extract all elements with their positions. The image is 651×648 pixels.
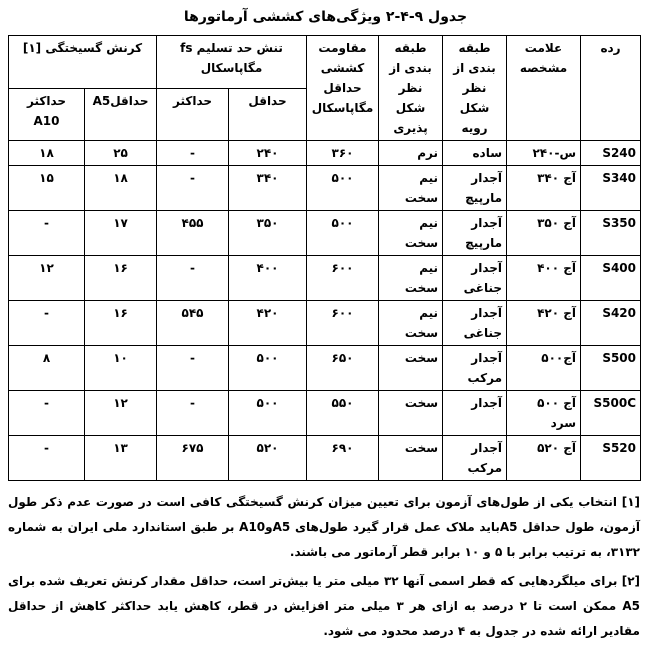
header-ductility: طبقه بندی از نظر شکل پذیری bbox=[379, 36, 443, 141]
header-yield-min: حداقل bbox=[229, 88, 307, 141]
cell-yield-max: - bbox=[157, 166, 229, 211]
cell-tensile: ۶۹۰ bbox=[307, 436, 379, 481]
cell-mark: آج ۵۰۰ سرد bbox=[507, 391, 581, 436]
header-yield: تنش حد تسلیم fs مگاپاسکال bbox=[157, 36, 307, 89]
cell-a10: ۸ bbox=[9, 346, 85, 391]
header-row-1 bbox=[9, 36, 641, 89]
cell-surface: آجدار مارپیچ bbox=[443, 166, 507, 211]
cell-yield-max: ۵۴۵ bbox=[157, 301, 229, 346]
table-row bbox=[9, 141, 641, 166]
cell-a10: ۱۸ bbox=[9, 141, 85, 166]
cell-a10: - bbox=[9, 211, 85, 256]
cell-a5: ۱۰ bbox=[85, 346, 157, 391]
cell-yield-max: ۶۷۵ bbox=[157, 436, 229, 481]
cell-tensile: ۵۰۰ bbox=[307, 211, 379, 256]
cell-tensile: ۶۵۰ bbox=[307, 346, 379, 391]
cell-mark: آج ۳۴۰ bbox=[507, 166, 581, 211]
cell-surface: آجدار مرکب bbox=[443, 436, 507, 481]
cell-a5: ۱۶ bbox=[85, 301, 157, 346]
cell-mark: آج ۴۲۰ bbox=[507, 301, 581, 346]
cell-a5: ۱۷ bbox=[85, 211, 157, 256]
footnotes bbox=[8, 490, 640, 648]
cell-grade: S520 bbox=[581, 436, 641, 481]
cell-mark: آج۵۰۰ bbox=[507, 346, 581, 391]
cell-ductility: سخت bbox=[379, 346, 443, 391]
header-tensile: مقاومت کششی حداقل مگاپاسکال bbox=[307, 36, 379, 141]
cell-grade: S500 bbox=[581, 346, 641, 391]
cell-yield-max: - bbox=[157, 391, 229, 436]
cell-ductility: نیم سخت bbox=[379, 211, 443, 256]
cell-ductility: نیم سخت bbox=[379, 301, 443, 346]
cell-yield-min: ۴۰۰ bbox=[229, 256, 307, 301]
cell-a10: ۱۵ bbox=[9, 166, 85, 211]
cell-yield-min: ۵۰۰ bbox=[229, 346, 307, 391]
cell-tensile: ۶۰۰ bbox=[307, 301, 379, 346]
cell-yield-min: ۵۲۰ bbox=[229, 436, 307, 481]
table-row bbox=[9, 166, 641, 211]
header-a5: حداقلA5 bbox=[85, 88, 157, 141]
cell-ductility: نرم bbox=[379, 141, 443, 166]
cell-yield-min: ۵۰۰ bbox=[229, 391, 307, 436]
cell-mark: آج ۵۲۰ bbox=[507, 436, 581, 481]
cell-a5: ۱۲ bbox=[85, 391, 157, 436]
cell-surface: آجدار مرکب bbox=[443, 346, 507, 391]
cell-yield-min: ۳۴۰ bbox=[229, 166, 307, 211]
cell-tensile: ۵۰۰ bbox=[307, 166, 379, 211]
header-row: رده bbox=[581, 36, 641, 141]
table-row bbox=[9, 211, 641, 256]
rebar-tensile-table bbox=[8, 35, 641, 481]
cell-mark: آج ۴۰۰ bbox=[507, 256, 581, 301]
cell-grade: S500C bbox=[581, 391, 641, 436]
table-title: جدول ۹-۴-۲ ویژگی‌های کششی آرماتورها bbox=[183, 9, 468, 25]
cell-yield-min: ۲۴۰ bbox=[229, 141, 307, 166]
cell-ductility: سخت bbox=[379, 436, 443, 481]
cell-ductility: نیم سخت bbox=[379, 166, 443, 211]
cell-mark: س-۲۴۰ bbox=[507, 141, 581, 166]
table-row bbox=[9, 391, 641, 436]
cell-surface: آجدار مارپیچ bbox=[443, 211, 507, 256]
cell-yield-min: ۳۵۰ bbox=[229, 211, 307, 256]
cell-grade: S240 bbox=[581, 141, 641, 166]
cell-surface: آجدار bbox=[443, 391, 507, 436]
header-a10: حداکثر A10 bbox=[9, 88, 85, 141]
cell-yield-min: ۴۲۰ bbox=[229, 301, 307, 346]
cell-a5: ۱۳ bbox=[85, 436, 157, 481]
cell-ductility: نیم سخت bbox=[379, 256, 443, 301]
cell-a5: ۱۶ bbox=[85, 256, 157, 301]
cell-surface: آجدار جناغی bbox=[443, 301, 507, 346]
table-row bbox=[9, 256, 641, 301]
cell-tensile: ۵۵۰ bbox=[307, 391, 379, 436]
header-surface: طبقه بندی از نظر شکل رویه bbox=[443, 36, 507, 141]
header-mark: علامت مشخصه bbox=[507, 36, 581, 141]
cell-a5: ۲۵ bbox=[85, 141, 157, 166]
cell-ductility: سخت bbox=[379, 391, 443, 436]
header-elongation: کرنش گسیختگی [۱] bbox=[9, 36, 157, 89]
cell-a10: ۱۲ bbox=[9, 256, 85, 301]
footnote-2: [۲] برای میلگردهایی که قطر اسمی آنها ۳۲ میلی متر یا بیش‌تر است، حداقل مقدار کرنش تعریف شده برای A5 ممکن است تا ۲ درصد به ازای هر ۳ میلی متر افزایش در قطر، کاهش یابد حداکثر کاهش از حداقل مقادیر ارائه شده در جدول به ۴ درصد محدود می شود. bbox=[8, 574, 641, 638]
cell-yield-max: - bbox=[157, 346, 229, 391]
cell-a10: - bbox=[9, 436, 85, 481]
cell-mark: آج ۳۵۰ bbox=[507, 211, 581, 256]
cell-yield-max: - bbox=[157, 141, 229, 166]
cell-yield-max: ۴۵۵ bbox=[157, 211, 229, 256]
cell-a10: - bbox=[9, 391, 85, 436]
cell-a10: - bbox=[9, 301, 85, 346]
cell-yield-max: - bbox=[157, 256, 229, 301]
cell-grade: S400 bbox=[581, 256, 641, 301]
table-row bbox=[9, 346, 641, 391]
table-row bbox=[9, 301, 641, 346]
table-row bbox=[9, 436, 641, 481]
cell-tensile: ۶۰۰ bbox=[307, 256, 379, 301]
footnote-1: [۱] انتخاب یکی از طول‌های آزمون برای تعیین میزان کرنش گسیختگی کافی است در صورت عدم ذکر طول آزمون، طول حداقل A5باید ملاک عمل قرار گیرد طول‌های A5وA10 بر طبق استاندارد ملی ایران به شماره ۳۱۳۲، به ترتیب برابر با ۵ و ۱۰ برابر قطر آرماتور می باشند. bbox=[8, 495, 641, 559]
cell-grade: S340 bbox=[581, 166, 641, 211]
cell-grade: S420 bbox=[581, 301, 641, 346]
cell-grade: S350 bbox=[581, 211, 641, 256]
cell-a5: ۱۸ bbox=[85, 166, 157, 211]
header-yield-max: حداکثر bbox=[157, 88, 229, 141]
cell-tensile: ۳۶۰ bbox=[307, 141, 379, 166]
cell-surface: آجدار جناغی bbox=[443, 256, 507, 301]
cell-surface: ساده bbox=[443, 141, 507, 166]
